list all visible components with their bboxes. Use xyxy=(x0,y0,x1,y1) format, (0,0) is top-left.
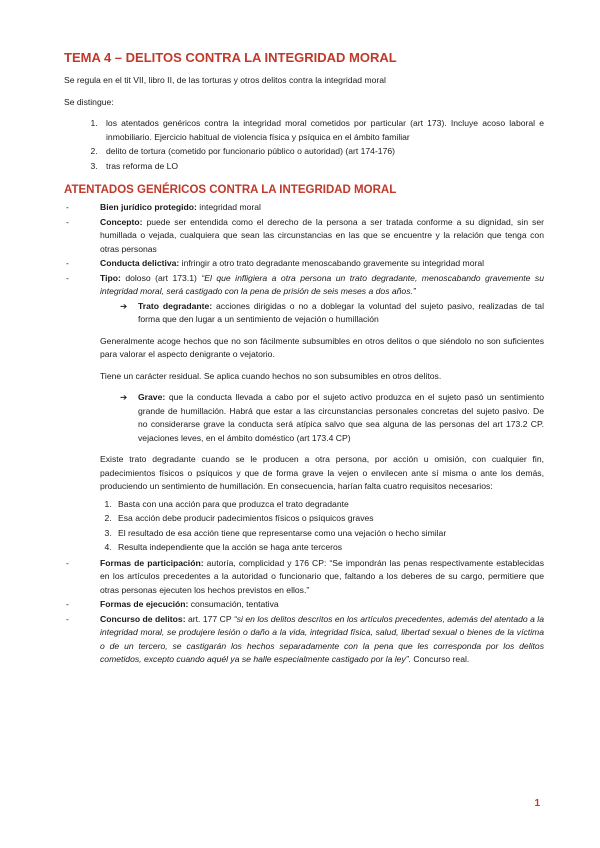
term-label: Formas de ejecución: xyxy=(100,599,189,609)
term-text: integridad moral xyxy=(196,202,261,212)
term-text: puede ser entendida como el derecho de la persona a ser tratada conforme a su dignidad, sin ser humillada o vejada, cualquiera que sean las circunstancias en las que se encuentre y la relación que tenga con otras personas xyxy=(100,216,544,254)
term-text: acciones dirigidas o no a doblegar la voluntad del sujeto pasivo, realizadas de tal forma que den lugar a un sentimiento de vejación o humillación xyxy=(138,300,544,324)
list-item: 4. Resulta independiente que la acción se haga ante terceros xyxy=(114,541,544,555)
list-item: 3. El resultado de esa acción tiene que representarse como una vejación o hecho similar xyxy=(114,527,544,541)
term-text: doloso (art 173.1) xyxy=(120,272,202,283)
list-item: 3. tras reforma de LO xyxy=(100,160,544,174)
page-number: 1 xyxy=(534,798,540,809)
distingue-list xyxy=(64,117,544,173)
dash-bullet: - xyxy=(66,557,69,568)
dash-bullet: - xyxy=(66,258,69,268)
list-item-conducta xyxy=(64,257,544,271)
paragraph-requisitos: Existe trato degradante cuando se le producen a otra persona, por acción u omisión, con cualquier fin, padecimientos físicos o psíquicos y que de forma grave la vejen o envilecen ante sí misma o ante los demás, produciendo un sentimiento de humillación. En consecuencia, harían falta cuatro requisitos necesarios: xyxy=(100,454,544,491)
section-heading: ATENTADOS GENÉRICOS CONTRA LA INTEGRIDAD MORAL xyxy=(64,184,397,196)
legal-quote: “si en los delitos descritos en los artículos precedentes, además del atentado a la integridad moral, se produjere lesión o daño a la vida, integridad física, salud, libertad sexual o bienes de la víctima o de un tercero, se castigarán los hechos separadamente con la pena que les corresponda por los delitos cometidos, excepto cuando aquél ya se halle especialmente castigado por la ley”. xyxy=(100,613,544,664)
arrow-icon: ➔ xyxy=(120,300,128,311)
list-item-concurso xyxy=(64,613,544,667)
page-title: TEMA 4 – DELITOS CONTRA LA INTEGRIDAD MORAL xyxy=(64,50,397,65)
term-label: Grave: xyxy=(138,392,166,402)
list-item-formas-ejecucion xyxy=(64,598,544,612)
term-text: art. 177 CP xyxy=(185,613,234,624)
list-item: 1. Basta con una acción para que produzca el trato degradante xyxy=(114,498,544,512)
list-item-tipo xyxy=(64,272,544,299)
term-label: Tipo: xyxy=(100,272,121,283)
term-tail: Concurso real. xyxy=(411,654,470,664)
legal-quote: “El que infligiera a otra persona un trato degradante, menoscabando gravemente su integridad moral, será castigado con la pena de prisión de seis meses a dos años.” xyxy=(100,272,544,296)
arrow-icon: ➔ xyxy=(120,392,128,402)
list-item-formas-participacion xyxy=(64,557,544,598)
trato-degradante-item xyxy=(118,300,544,327)
list-item-concepto xyxy=(64,216,544,257)
grave-item xyxy=(118,391,544,445)
dash-bullet: - xyxy=(66,216,69,227)
term-label: Concepto: xyxy=(100,216,143,227)
list-item: 2. delito de tortura (cometido por funcionario público o autoridad) (art 174-176) xyxy=(100,145,544,159)
term-text: que la conducta llevada a cabo por el sujeto activo produzca en el sujeto pasó un sentimiento grande de humillación. Habrá que estar a las circunstancias personales concretas del sujeto pasivo. De no considerarse grave la conducta será atípica salvo que sea alguna de las personas del art 173.2 CP. vejaciones leves, en el ámbito doméstico (art 173.4 CP) xyxy=(138,392,544,443)
requisitos-list xyxy=(64,498,544,555)
intro-paragraph: Se regula en el tit VII, libro II, de las torturas y otros delitos contra la integridad moral xyxy=(64,75,386,85)
term-label: Trato degradante: xyxy=(138,300,213,311)
term-text: autoría, complicidad y 176 CP: “Se impondrán las penas respectivamente establecidas en los artículos precedentes a la autoridad o funcionario que, faltando a los deberes de su cargo, permitiere que otras personas ejecuten los hechos previstos en ellos.” xyxy=(100,557,544,595)
paragraph-generalmente: Generalmente acoge hechos que no son fácilmente subsumibles en otros delitos o que siéndolo no son suficientes para valorar el aspecto denigrante o vejatorio. xyxy=(100,335,544,359)
document-body xyxy=(64,50,544,668)
dash-bullet: - xyxy=(66,613,69,624)
dash-bullet: - xyxy=(66,272,69,283)
dash-bullet: - xyxy=(66,202,69,212)
list-item-bien xyxy=(64,201,544,215)
term-label: Concurso de delitos: xyxy=(100,613,186,624)
term-text: consumación, tentativa xyxy=(188,599,279,609)
term-text: infringir a otro trato degradante menoscabando gravemente su integridad moral xyxy=(179,258,485,268)
paragraph-residual: Tiene un carácter residual. Se aplica cuando hechos no son subsumibles en otros delitos. xyxy=(100,370,442,381)
concept-list xyxy=(64,201,544,299)
dash-bullet: - xyxy=(66,599,69,609)
term-label: Conducta delictiva: xyxy=(100,258,180,268)
term-label: Formas de participación: xyxy=(100,557,204,568)
list-item: 2. Esa acción debe producir padecimientos físicos o psíquicos graves xyxy=(114,512,544,526)
term-label: Bien jurídico protegido: xyxy=(100,202,197,212)
distingue-label: Se distingue: xyxy=(64,96,114,107)
list-item: 1. los atentados genéricos contra la integridad moral cometidos por particular (art 173). Incluye acoso laboral e inmobiliario. Ejercicio habitual de violencia física y psíquica en el ámbito familiar xyxy=(100,117,544,144)
formas-list xyxy=(64,557,544,667)
